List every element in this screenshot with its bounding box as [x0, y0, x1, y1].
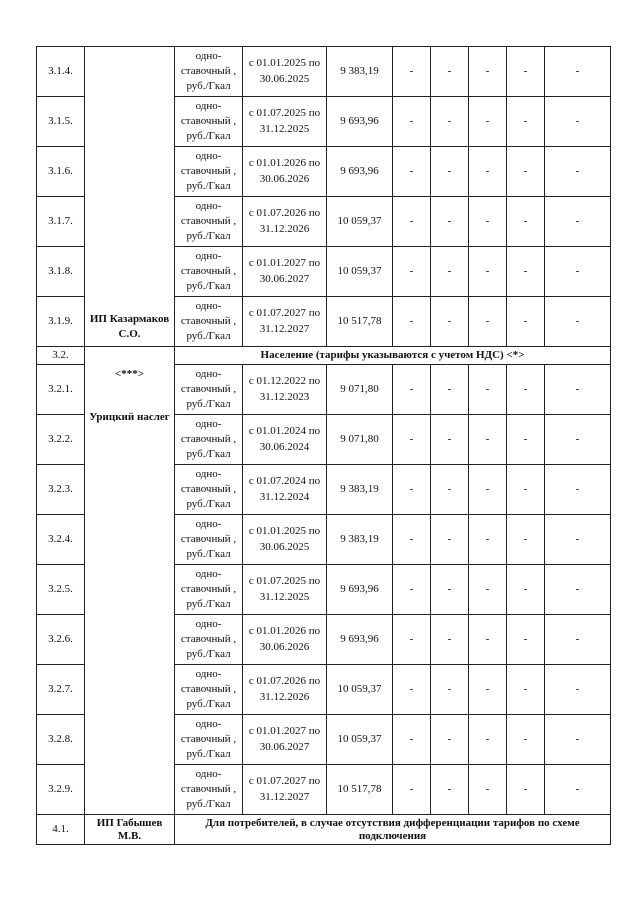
empty-value-cell: -: [393, 515, 431, 565]
tariff-unit: одно- ставочный , руб./Гкал: [175, 615, 243, 665]
empty-value-cell: -: [469, 515, 507, 565]
tariff-unit: одно- ставочный , руб./Гкал: [175, 515, 243, 565]
section-heading: Для потребителей, в случае отсутствия дифференциации тарифов по схеме подключения: [175, 815, 611, 845]
tariff-period: с 01.12.2022 по 31.12.2023: [243, 365, 327, 415]
empty-value-cell: -: [431, 615, 469, 665]
empty-value-cell: -: [545, 615, 611, 665]
row-number: 3.2.2.: [37, 415, 85, 465]
empty-value-cell: -: [469, 197, 507, 247]
empty-value-cell: -: [507, 415, 545, 465]
tariff-value: 9 383,19: [327, 465, 393, 515]
empty-value-cell: -: [393, 665, 431, 715]
tariff-value: 9 693,96: [327, 565, 393, 615]
tariff-value: 9 693,96: [327, 97, 393, 147]
tariff-value: 9 693,96: [327, 147, 393, 197]
empty-value-cell: -: [507, 715, 545, 765]
organization-cell: [85, 47, 175, 347]
row-number: 3.2.7.: [37, 665, 85, 715]
row-number: 3.2.1.: [37, 365, 85, 415]
empty-value-cell: -: [469, 147, 507, 197]
row-number: 3.2.5.: [37, 565, 85, 615]
empty-value-cell: -: [393, 97, 431, 147]
tariff-unit: одно- ставочный , руб./Гкал: [175, 197, 243, 247]
empty-value-cell: -: [469, 765, 507, 815]
tariff-unit: одно- ставочный , руб./Гкал: [175, 97, 243, 147]
empty-value-cell: -: [545, 515, 611, 565]
empty-value-cell: -: [507, 465, 545, 515]
empty-value-cell: -: [545, 715, 611, 765]
empty-value-cell: -: [545, 297, 611, 347]
tariff-period: с 01.01.2027 по 30.06.2027: [243, 247, 327, 297]
empty-value-cell: -: [469, 465, 507, 515]
row-number: 3.2.8.: [37, 715, 85, 765]
empty-value-cell: -: [393, 197, 431, 247]
row-number: 3.2.6.: [37, 615, 85, 665]
organization-name: ИП Казармаков С.О.: [89, 312, 170, 340]
tariff-period: с 01.01.2026 по 30.06.2026: [243, 615, 327, 665]
empty-value-cell: -: [545, 415, 611, 465]
empty-value-cell: -: [431, 365, 469, 415]
row-number: 3.1.7.: [37, 197, 85, 247]
empty-value-cell: -: [431, 197, 469, 247]
empty-value-cell: -: [469, 297, 507, 347]
tariff-value: 9 071,80: [327, 365, 393, 415]
tariff-table: [36, 46, 611, 845]
empty-value-cell: -: [469, 415, 507, 465]
empty-value-cell: -: [393, 765, 431, 815]
tariff-unit: одно- ставочный , руб./Гкал: [175, 765, 243, 815]
tariff-unit: одно- ставочный , руб./Гкал: [175, 47, 243, 97]
tariff-period: с 01.01.2024 по 30.06.2024: [243, 415, 327, 465]
empty-value-cell: -: [431, 665, 469, 715]
tariff-period: с 01.07.2027 по 31.12.2027: [243, 765, 327, 815]
empty-value-cell: -: [393, 147, 431, 197]
tariff-value: 10 059,37: [327, 665, 393, 715]
empty-value-cell: -: [393, 615, 431, 665]
tariff-unit: одно- ставочный , руб./Гкал: [175, 665, 243, 715]
empty-value-cell: -: [469, 565, 507, 615]
empty-value-cell: -: [469, 97, 507, 147]
tariff-value: 10 059,37: [327, 247, 393, 297]
tariff-unit: одно- ставочный , руб./Гкал: [175, 247, 243, 297]
row-number: 3.1.6.: [37, 147, 85, 197]
tariff-unit: одно- ставочный , руб./Гкал: [175, 415, 243, 465]
empty-value-cell: -: [393, 247, 431, 297]
row-number: 3.1.4.: [37, 47, 85, 97]
empty-value-cell: -: [431, 715, 469, 765]
row-number: 3.2.4.: [37, 515, 85, 565]
tariff-unit: одно- ставочный , руб./Гкал: [175, 147, 243, 197]
tariff-value: 9 383,19: [327, 515, 393, 565]
empty-value-cell: -: [469, 615, 507, 665]
row-number: 3.2.3.: [37, 465, 85, 515]
tariff-value: 10 059,37: [327, 197, 393, 247]
tariff-unit: одно- ставочный , руб./Гкал: [175, 365, 243, 415]
tariff-period: с 01.07.2026 по 31.12.2026: [243, 197, 327, 247]
empty-value-cell: -: [507, 147, 545, 197]
empty-value-cell: -: [431, 515, 469, 565]
section-heading: Население (тарифы указываются с учетом НДС) <*>: [175, 347, 611, 365]
row-number: 3.1.8.: [37, 247, 85, 297]
table-row: [37, 47, 611, 97]
empty-value-cell: -: [393, 415, 431, 465]
empty-value-cell: -: [393, 465, 431, 515]
empty-value-cell: -: [431, 765, 469, 815]
empty-value-cell: -: [507, 297, 545, 347]
tariff-value: 9 071,80: [327, 415, 393, 465]
tariff-unit: одно- ставочный , руб./Гкал: [175, 565, 243, 615]
tariff-unit: одно- ставочный , руб./Гкал: [175, 297, 243, 347]
empty-value-cell: -: [507, 565, 545, 615]
organization-name: ИП Габышев М.В.: [85, 815, 175, 845]
empty-value-cell: -: [545, 47, 611, 97]
tariff-period: с 01.01.2025 по 30.06.2025: [243, 47, 327, 97]
empty-value-cell: -: [507, 97, 545, 147]
organization-cell: [85, 347, 175, 815]
empty-value-cell: -: [431, 415, 469, 465]
empty-value-cell: -: [393, 715, 431, 765]
empty-value-cell: -: [469, 47, 507, 97]
tariff-value: 10 517,78: [327, 297, 393, 347]
empty-value-cell: -: [545, 665, 611, 715]
empty-value-cell: -: [469, 715, 507, 765]
empty-value-cell: -: [431, 147, 469, 197]
empty-value-cell: -: [431, 247, 469, 297]
empty-value-cell: -: [507, 365, 545, 415]
empty-value-cell: -: [545, 765, 611, 815]
tariff-period: с 01.01.2025 по 30.06.2025: [243, 515, 327, 565]
empty-value-cell: -: [545, 465, 611, 515]
tariff-value: 9 693,96: [327, 615, 393, 665]
empty-value-cell: -: [469, 365, 507, 415]
tariff-unit: одно- ставочный , руб./Гкал: [175, 465, 243, 515]
empty-value-cell: -: [431, 465, 469, 515]
empty-value-cell: -: [507, 515, 545, 565]
tariff-period: с 01.01.2027 по 30.06.2027: [243, 715, 327, 765]
empty-value-cell: -: [469, 247, 507, 297]
tariff-value: 9 383,19: [327, 47, 393, 97]
row-number: 3.1.9.: [37, 297, 85, 347]
empty-value-cell: -: [393, 297, 431, 347]
section-number: 3.2.: [37, 347, 85, 365]
empty-value-cell: -: [545, 97, 611, 147]
empty-value-cell: -: [545, 247, 611, 297]
empty-value-cell: -: [431, 97, 469, 147]
empty-value-cell: -: [545, 197, 611, 247]
empty-value-cell: -: [545, 147, 611, 197]
section-number: 4.1.: [37, 815, 85, 845]
empty-value-cell: -: [507, 765, 545, 815]
empty-value-cell: -: [469, 665, 507, 715]
empty-value-cell: -: [507, 197, 545, 247]
tariff-unit: одно- ставочный , руб./Гкал: [175, 715, 243, 765]
tariff-period: с 01.07.2025 по 31.12.2025: [243, 565, 327, 615]
empty-value-cell: -: [431, 297, 469, 347]
tariff-period: с 01.07.2027 по 31.12.2027: [243, 297, 327, 347]
empty-value-cell: -: [431, 47, 469, 97]
tariff-period: с 01.07.2026 по 31.12.2026: [243, 665, 327, 715]
section-heading-row: [37, 347, 611, 365]
tariff-period: с 01.07.2024 по 31.12.2024: [243, 465, 327, 515]
section-heading-row: [37, 815, 611, 845]
tariff-period: с 01.01.2026 по 30.06.2026: [243, 147, 327, 197]
empty-value-cell: -: [507, 615, 545, 665]
tariff-period: с 01.07.2025 по 31.12.2025: [243, 97, 327, 147]
empty-value-cell: -: [507, 247, 545, 297]
empty-value-cell: -: [393, 47, 431, 97]
organization-note: <***>: [114, 368, 145, 380]
tariff-value: 10 517,78: [327, 765, 393, 815]
organization-name: Урицкий наслег: [89, 411, 170, 424]
empty-value-cell: -: [545, 365, 611, 415]
tariff-value: 10 059,37: [327, 715, 393, 765]
empty-value-cell: -: [507, 47, 545, 97]
empty-value-cell: -: [393, 565, 431, 615]
row-number: 3.2.9.: [37, 765, 85, 815]
empty-value-cell: -: [393, 365, 431, 415]
row-number: 3.1.5.: [37, 97, 85, 147]
empty-value-cell: -: [431, 565, 469, 615]
empty-value-cell: -: [507, 665, 545, 715]
empty-value-cell: -: [545, 565, 611, 615]
